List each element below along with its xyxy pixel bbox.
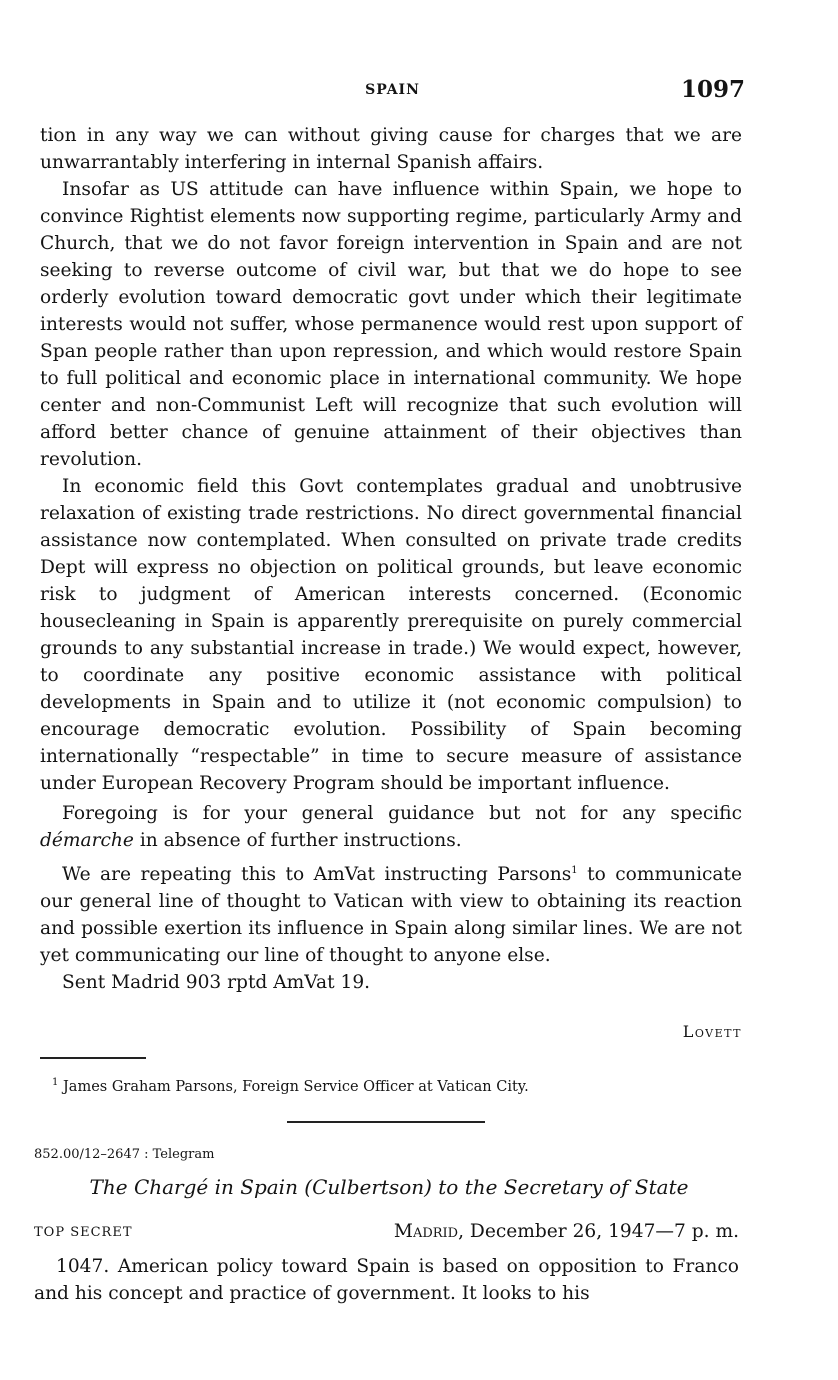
paragraph-guidance [40, 800, 742, 854]
classification-line [34, 1221, 739, 1251]
amvat-text-end: to communicate our general line of thought to Vatican with view to obtaining its reaction and possible exertion its influence in Spain along similar lines. We are not yet communicating our line of thought to anyone else. [40, 864, 742, 967]
sent-line: Sent Madrid 903 rptd AmVat 19. [62, 972, 371, 994]
footnote [52, 1072, 742, 1098]
paragraph-continuation: tion in any way we can without giving cause for charges that we are unwarrantably interfering in internal Spanish affairs. [40, 125, 742, 173]
file-reference: 852.00/12–2647 : Telegram [34, 1147, 215, 1162]
guidance-text-end: in absence of further instructions. [133, 830, 462, 851]
page-number: 1097 [680, 76, 745, 103]
signature: Lovett [682, 1022, 742, 1041]
footnote-marker: 1 [52, 1077, 59, 1088]
footnote-text: James Graham Parsons, Foreign Service Officer at Vatican City. [58, 1078, 529, 1095]
place: Madrid [393, 1221, 459, 1242]
paragraph-1047: 1047. American policy toward Spain is based on opposition to Franco and his concept and practice of government. It looks to his [34, 1256, 739, 1304]
paragraph-amvat [40, 857, 742, 969]
guidance-text-start: Foregoing is for your general guidance but not for any specific [62, 803, 742, 824]
paragraph-rightist-elements: Insofar as US attitude can have influence within Spain, we hope to convince Rightist elements now supporting regime, particularly Army and Church, that we do not favor foreign intervention in Spain and are not seeking to reverse outcome of civil war, but that we do hope to see orderly evolution toward democratic govt under which their legitimate interests would not suffer, whose permanence would rest upon support of Span people rather than upon repression, and which would restore Spain to full political and economic place in international community. We hope center and non-Communist Left will recognize that such evolution will afford better chance of genuine attainment of their objectives than revolution. [40, 179, 742, 470]
document-title: The Chargé in Spain (Culbertson) to the Secretary of State [89, 1175, 689, 1199]
date: , December 26, 1947—7 p. m. [458, 1221, 739, 1242]
running-title: SPAIN [365, 82, 420, 98]
running-head [40, 78, 745, 108]
demarche-term: démarche [40, 830, 134, 851]
footnote-reference: 1 [571, 865, 578, 876]
classification: TOP SECRET [34, 1225, 133, 1240]
footnote-divider [40, 1057, 146, 1059]
section-divider [287, 1121, 485, 1123]
telegram-1047-body [34, 1253, 739, 1307]
paragraph-economic-field: In economic field this Govt contemplates gradual and unobtrusive relaxation of existing trade restrictions. No direct governmental financial assistance now contemplated. When consulted on private trade credits Dept will express no objection on political grounds, but leave economic risk to judgment of American interests concerned. (Economic housecleaning in Spain is apparently prerequisite on purely commercial grounds to any substantial increase in trade.) We would expect, however, to coordinate any positive economic assistance with political developments in Spain and to utilize it (not economic compulsion) to encourage democratic evolution. Possibility of Spain becoming internationally “respectable” in time to secure measure of assistance under European Recovery Program should be important influence. [40, 476, 742, 794]
amvat-text-start: We are repeating this to AmVat instructing Parsons [62, 864, 572, 886]
dateline [394, 1221, 739, 1242]
telegram-body [40, 122, 742, 996]
